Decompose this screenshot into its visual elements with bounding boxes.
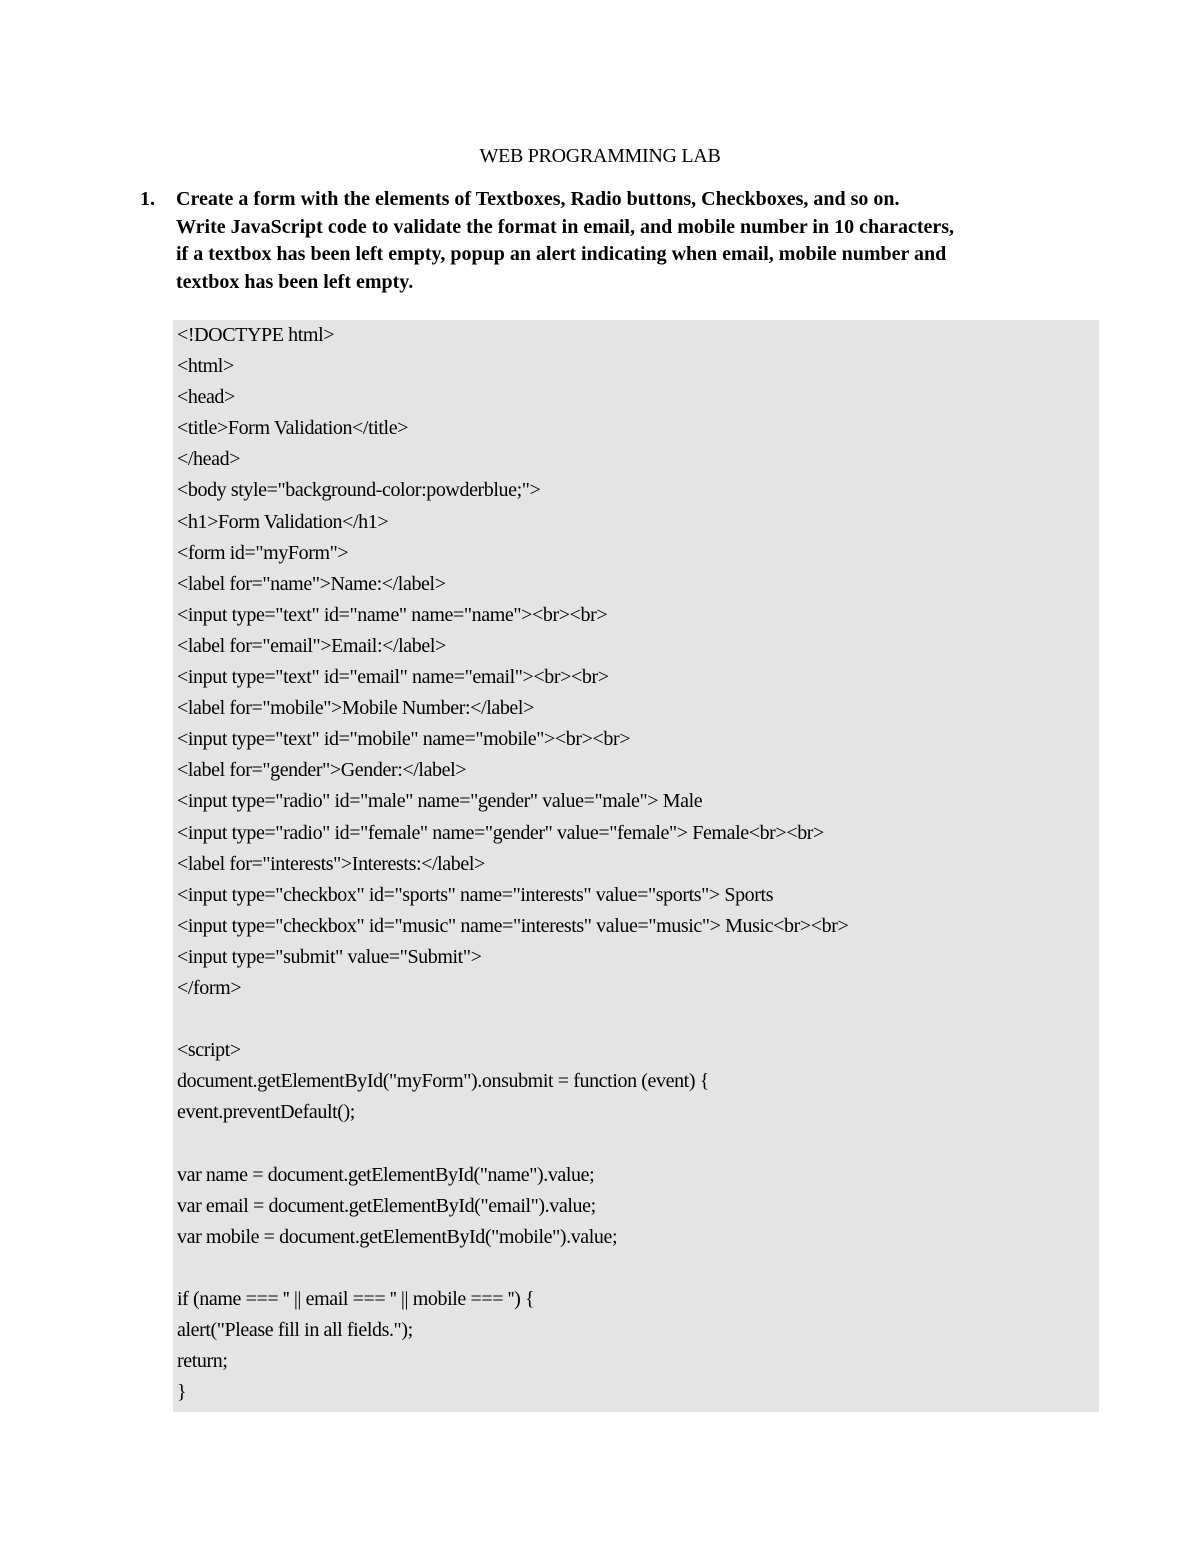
- code-line: <label for="mobile">Mobile Number:</label>: [177, 697, 534, 720]
- question-line: Write JavaScript code to validate the format in email, and mobile number in 10 characters,: [176, 215, 955, 238]
- code-line: <script>: [177, 1039, 241, 1062]
- code-line: alert("Please fill in all fields.");: [177, 1319, 413, 1341]
- code-line: <head>: [177, 386, 235, 409]
- page-title: WEB PROGRAMMING LAB: [479, 145, 721, 167]
- code-line: <input type="checkbox" id="music" name="interests" value="music"> Music<br><br>: [177, 914, 849, 937]
- code-line: [177, 1128, 1093, 1159]
- question-line: if a textbox has been left empty, popup an alert indicating when email, mobile number and: [176, 243, 947, 265]
- code-line: <input type="radio" id="female" name="gender" value="female"> Female<br><br>: [177, 821, 824, 844]
- code-line: event.preventDefault();: [177, 1101, 355, 1124]
- code-line: document.getElementById("myForm").onsubmit = function (event) {: [177, 1070, 709, 1093]
- code-line: <input type="submit" value="Submit">: [177, 945, 482, 968]
- question-text: [176, 186, 1100, 296]
- code-line: var email = document.getElementById("email").value;: [177, 1194, 596, 1217]
- code-line: [177, 1004, 1093, 1035]
- code-line: </form>: [177, 976, 242, 999]
- code-line: <html>: [177, 355, 234, 378]
- code-lines: [177, 320, 1093, 1408]
- code-line: <form id="myForm">: [177, 541, 349, 564]
- code-line: var mobile = document.getElementById("mobile").value;: [177, 1225, 618, 1248]
- code-line: return;: [177, 1350, 228, 1373]
- question-line: textbox has been left empty.: [176, 270, 414, 293]
- code-line: <label for="email">Email:</label>: [177, 634, 446, 657]
- code-line: </head>: [177, 448, 241, 471]
- code-line: var name = document.getElementById("name").value;: [177, 1163, 595, 1186]
- code-block: [173, 320, 1099, 1412]
- code-line: <label for="gender">Gender:</label>: [177, 759, 467, 782]
- code-line: <input type="text" id="mobile" name="mobile"><br><br>: [177, 728, 631, 751]
- code-line: <label for="name">Name:</label>: [177, 572, 446, 595]
- code-line: <input type="checkbox" id="sports" name="interests" value="sports"> Sports: [177, 883, 774, 906]
- code-line: <h1>Form Validation</h1>: [177, 510, 389, 533]
- code-line: if (name === '' || email === '' || mobile === '') {: [177, 1287, 535, 1310]
- code-line: <!DOCTYPE html>: [177, 324, 335, 346]
- code-line: <input type="text" id="email" name="email"><br><br>: [177, 666, 609, 689]
- code-line: }: [177, 1381, 187, 1404]
- code-line: <title>Form Validation</title>: [177, 417, 409, 440]
- code-line: <input type="text" id="name" name="name"><br><br>: [177, 603, 608, 626]
- code-line: <body style="background-color:powderblue;">: [177, 479, 541, 502]
- code-line: [177, 1253, 1093, 1284]
- code-line: <input type="radio" id="male" name="gender" value="male"> Male: [177, 790, 703, 813]
- code-line: <label for="interests">Interests:</label>: [177, 852, 485, 875]
- question-line: Create a form with the elements of Textboxes, Radio buttons, Checkboxes, and so on.: [176, 188, 900, 210]
- question-number: 1.: [140, 188, 155, 210]
